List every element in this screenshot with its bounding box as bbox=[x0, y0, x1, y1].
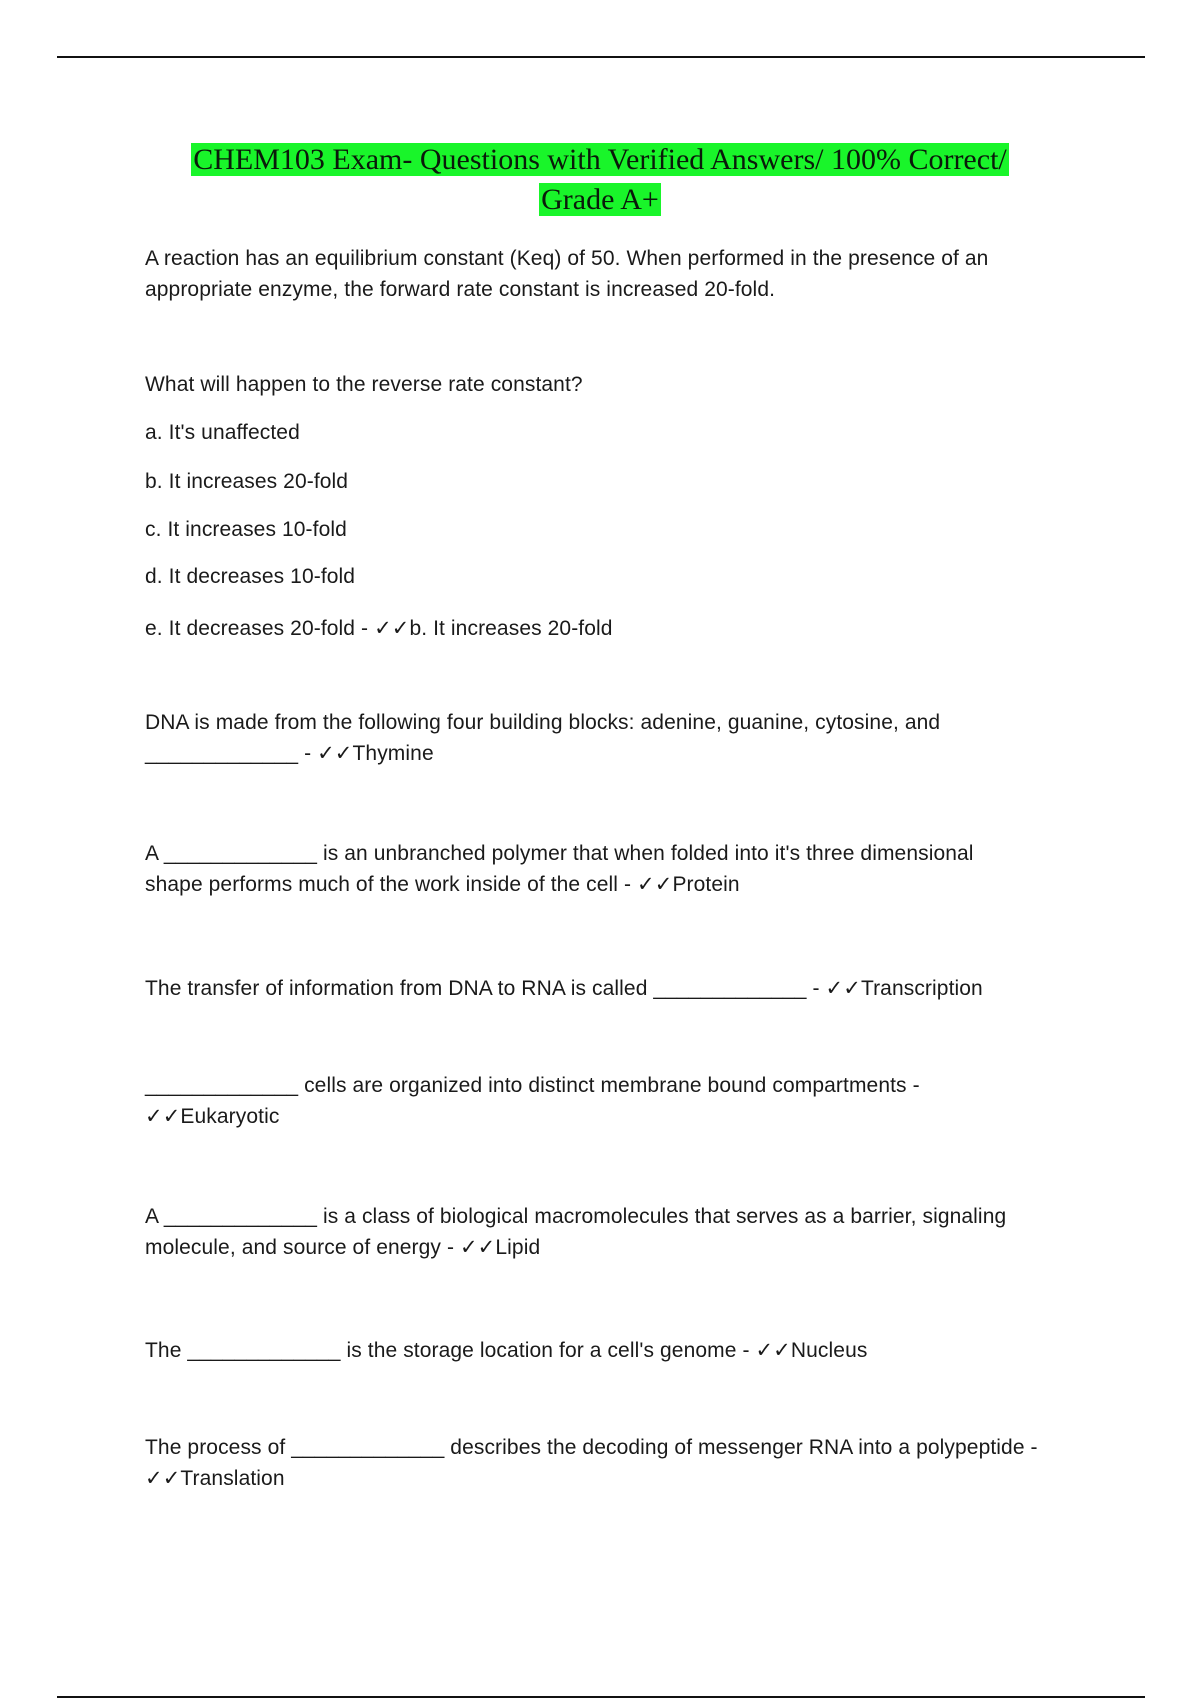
q5-text bbox=[145, 1070, 1065, 1132]
title-line-2: Grade A+ bbox=[541, 183, 659, 216]
double-check-icon: ✓✓ bbox=[459, 1235, 496, 1259]
q6-line-2: molecule, and source of energy - bbox=[145, 1236, 460, 1259]
double-check-icon: ✓✓ bbox=[145, 1104, 181, 1128]
q3-line-1: A _____________ is an unbranched polymer that when folded into it's three dimensional bbox=[145, 842, 974, 865]
q1-answer: b. It increases 20-fold bbox=[409, 617, 613, 640]
q1-option-c: c. It increases 10-fold bbox=[145, 518, 347, 541]
double-check-icon: ✓✓ bbox=[755, 1338, 791, 1362]
double-check-icon: ✓✓ bbox=[374, 616, 410, 640]
q7-answer: Nucleus bbox=[790, 1339, 868, 1362]
q1-question: What will happen to the reverse rate constant? bbox=[145, 373, 583, 396]
q2-answer: Thymine bbox=[352, 742, 434, 765]
q1-stem: A reaction has an equilibrium constant (Keq) of 50. When performed in the presence of an appropriate enzyme, the forward rate constant is increased 20-fold. bbox=[145, 247, 989, 301]
document-title bbox=[150, 140, 1050, 220]
double-check-icon: ✓✓ bbox=[145, 1466, 181, 1490]
q6-answer: Lipid bbox=[495, 1236, 541, 1259]
q3-line-2: shape performs much of the work inside of the cell - bbox=[145, 873, 638, 896]
q6-text bbox=[145, 1201, 1065, 1263]
q2-line-2: _____________ - bbox=[145, 742, 318, 765]
q8-text bbox=[145, 1432, 1065, 1494]
q1-option-d: d. It decreases 10-fold bbox=[145, 565, 356, 588]
double-check-icon: ✓✓ bbox=[317, 741, 353, 765]
q1-option-b: b. It increases 20-fold bbox=[145, 470, 349, 493]
q4-line: The transfer of information from DNA to RNA is called _____________ - bbox=[145, 977, 826, 1000]
double-check-icon: ✓✓ bbox=[637, 872, 673, 896]
q3-answer: Protein bbox=[672, 873, 740, 896]
q2-line-1: DNA is made from the following four building blocks: adenine, guanine, cytosine, and bbox=[145, 711, 941, 734]
q6-line-1: A _____________ is a class of biological macromolecules that serves as a barrier, signaling bbox=[145, 1205, 1007, 1228]
q7-line: The _____________ is the storage location for a cell's genome - bbox=[145, 1339, 756, 1362]
header-rule bbox=[57, 56, 1145, 58]
q8-answer: Translation bbox=[180, 1467, 285, 1490]
double-check-icon: ✓✓ bbox=[825, 976, 861, 1000]
q1-option-e-text: e. It decreases 20-fold - bbox=[145, 617, 375, 640]
title-line-1: CHEM103 Exam- Questions with Verified Answers/ 100% Correct/ bbox=[193, 143, 1007, 176]
footer-rule bbox=[57, 1696, 1145, 1698]
q2-text bbox=[145, 707, 1065, 769]
q4-text bbox=[145, 973, 1065, 1004]
q5-answer: Eukaryotic bbox=[180, 1105, 280, 1128]
q5-line-1: _____________ cells are organized into distinct membrane bound compartments - bbox=[145, 1074, 920, 1097]
q4-answer: Transcription bbox=[860, 977, 983, 1000]
q7-text bbox=[145, 1335, 1065, 1366]
q3-text bbox=[145, 838, 1065, 900]
q1-option-e bbox=[145, 613, 1065, 644]
q1-option-a: a. It's unaffected bbox=[145, 421, 300, 444]
q8-line-1: The process of _____________ describes the decoding of messenger RNA into a polypeptide - bbox=[145, 1436, 1038, 1459]
